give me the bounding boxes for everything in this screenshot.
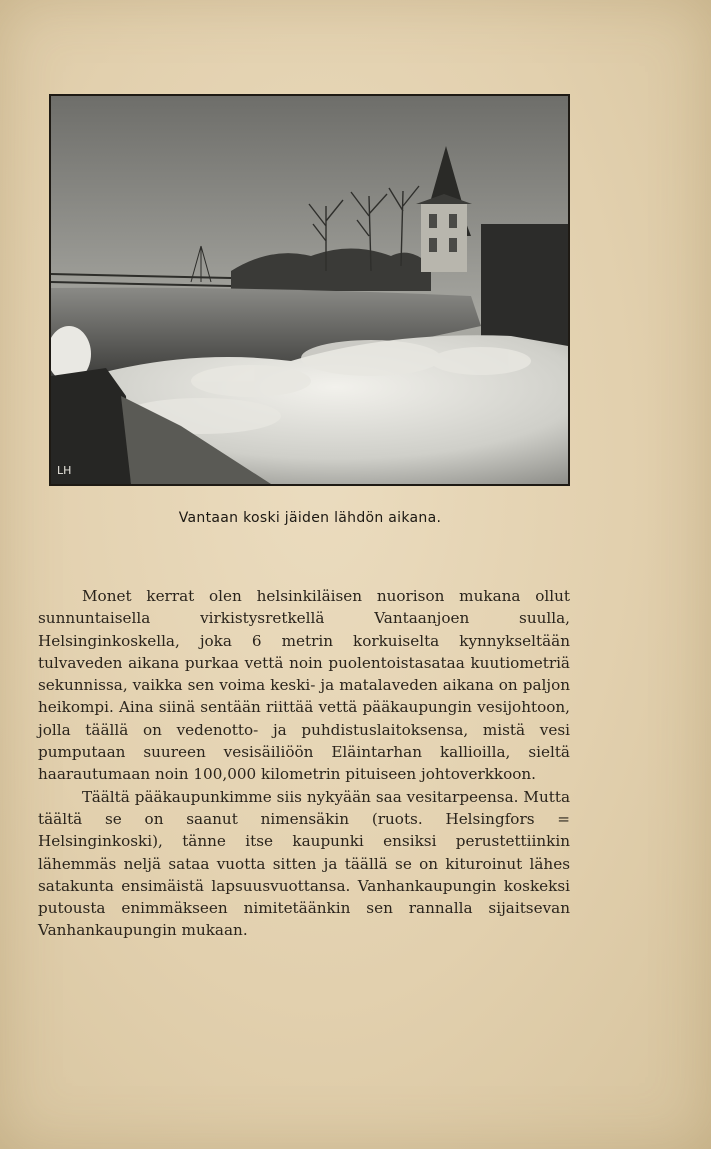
- paragraph-2: Täältä pääkaupunkimme siis nykyään saa vesitarpeensa. Mutta täältä se on saanut nimensäkin (ruots. Helsingfors = Helsinginkoski), tänne itse kaupunki ensiksi perustettiinkin lähemmäs neljä sataa vuotta sitten ja täällä se on kituroinut lähes satakunta ensimäistä lapsuusvuottansa. Vanhankaupungin koskeksi putousta enimmäkseen nimitetäänkin sen rannalla sijaitsevan Vanhankaupungin mukaan.: [38, 787, 570, 940]
- rapids-photo-illustration: [51, 96, 568, 484]
- tower-building: [416, 194, 472, 272]
- rapids-photograph: [49, 94, 570, 486]
- body-text: [38, 585, 570, 942]
- photo-caption: Vantaan koski jäiden lähdön aikana.: [178, 510, 442, 526]
- photographer-monogram: LH: [57, 464, 72, 477]
- paragraph-1: Monet kerrat olen helsinkiläisen nuorison mukana ollut sunnuntaisella virkistysretkellä Vantaanjoen suulla, Helsinginkoskella, joka 6 metrin korkuiselta kynnykseltään tulvaveden aikana purkaa vettä noin puolentoistasataa kuutiometriä sekunnissa, vaikka sen voima keski- ja matalaveden aikana on paljon heikompi. Aina siinä sentään riittää vettä pääkaupungin vesijohtoon, jolla täällä on vedenotto- ja puhdistuslaitoksensa, mistä vesi pumputaan suureen vesisäiliöön Eläintarhan kallioilla, sieltä haarautumaan noin 100,000 kilometrin pituiseen johtoverkkoon.: [38, 587, 570, 784]
